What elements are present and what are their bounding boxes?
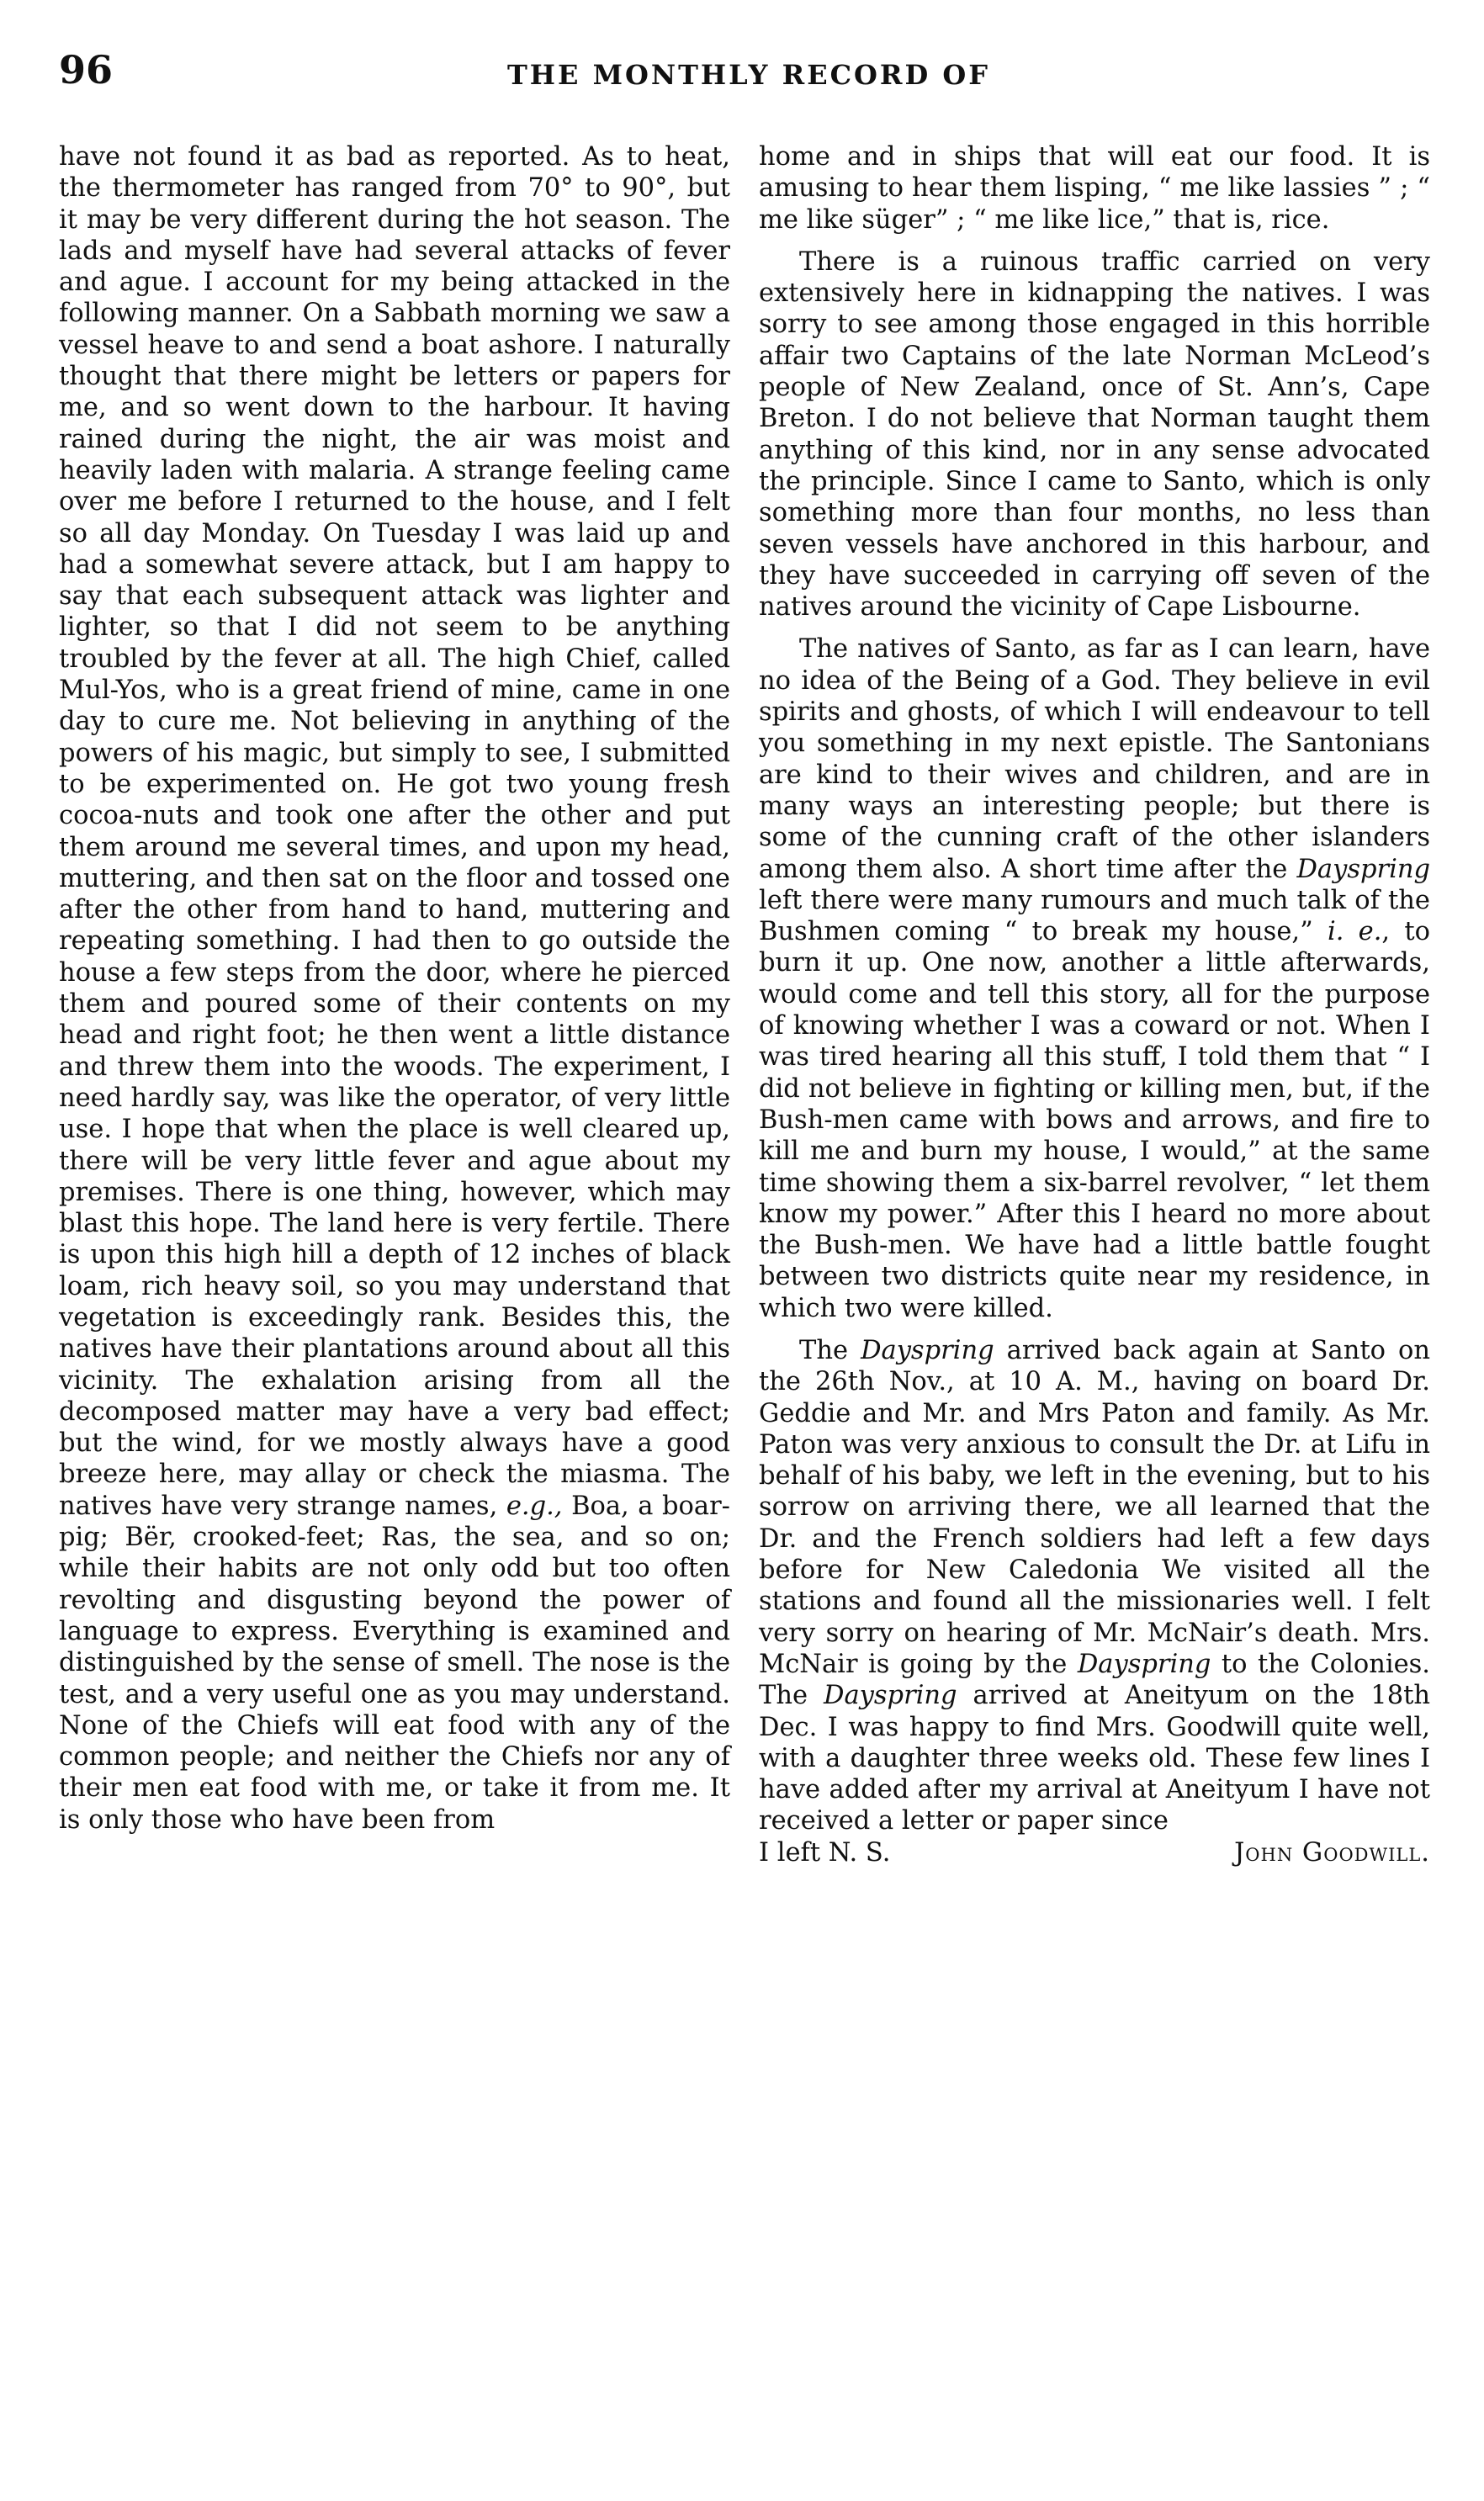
abbreviation-ie: i. e.	[1327, 917, 1382, 947]
paragraph-text: arrived at Aneityum on the 18th Dec. I was happy to find Mrs. Goodwill quite well, with a daughter three weeks old. These few lines I have added after my arrival at Aneityum I have not received a letter or paper since	[759, 1681, 1430, 1836]
paragraph	[759, 1335, 1430, 1837]
ship-name: Dayspring	[1077, 1649, 1211, 1679]
paragraph-text: arrived back again at Santo on the 26th Nov., at 10 A. M., having on board Dr. Geddie and Mr. and Mrs Paton and family. As Mr. Paton was very anxious to consult the Dr. at Lifu in behalf of his baby, we left in the evening, but to his sorrow on arriving there, we all learned that the Dr. and the French soldiers had left a few days before for New Caledonia We visited all the stations and found all the missionaries well. I felt very sorry on hearing of Mr. McNair’s death. Mrs. McNair is going by the	[759, 1335, 1430, 1679]
right-column	[759, 141, 1430, 1868]
left-column	[59, 141, 730, 1836]
ship-name: Dayspring	[861, 1335, 994, 1365]
paragraph: There is a ruinous traffic carried on very extensively here in kidnapping the natives. I was sorry to see among those engaged in this horrible affair two Captains of the late Norman McLeod’s people of New Zealand, once of St. Ann’s, Cape Breton. I do not believe that Norman taught them anything of this kind, nor in any sense advocated the principle. Since I came to Santo, which is only something more than four months, no less than seven vessels have anchored in this harbour, and they have succeeded in carrying off seven of the natives around the vicinity of Cape Lisbourne.	[759, 246, 1430, 623]
ship-name: Dayspring	[1296, 854, 1430, 884]
paragraph-text: The	[799, 1335, 861, 1365]
running-title: THE MONTHLY RECORD OF	[506, 59, 990, 91]
closing-text: I left N. S.	[759, 1837, 891, 1868]
paragraph: home and in ships that will eat our food. It is amusing to hear them lisping, “ me like lassies ” ; “ me like süger” ; “ me like lice,” that is, rice.	[759, 142, 1430, 235]
paragraph-text: have not found it as bad as reported. As to heat, the thermometer has ranged from 70° to 90°, but it may be very different during the hot season. The lads and myself have had several attacks of fever and ague. I account for my being attacked in the following manner. On a Sabbath morning we saw a vessel heave to and send a boat ashore. I naturally thought that there might be letters or papers for me, and so went down to the harbour. It having rained during the night, the air was moist and heavily laden with malaria. A strange feeling came over me before I returned to the house, and I felt so all day Monday. On Tuesday I was laid up and had a somewhat severe attack, but I am happy to say that each subsequent attack was lighter and lighter, so that I did not seem to be anything troubled by the fever at all. The high Chief, called Mul-Yos, who is a great friend of mine, came in one day to cure me. Not believing in anything of the powers of his magic, but simply to see, I submitted to be experimented on. He got two young fresh cocoa-nuts and took one after the other and put them around me several times, and upon my head, muttering, and then sat on the floor and tossed one after the other from hand to hand, muttering and repeating something. I had then to go outside the house a few steps from the door, where he pierced them and poured some of their contents on my head and right foot; he then went a little distance and threw them into the woods. The experiment, I need hardly say, was like the operator, of very little use. I hope that when the place is well cleared up, there will be very little fever and ague about my premises. There is one thing, however, which may blast this hope. The land here is very fertile. There is upon this high hill a depth of 12 inches of black loam, rich heavy soil, so you may understand that vegetation is exceedingly rank. Besides this, the natives have their plantations around about all this vicinity. The exhalation arising from all the decomposed matter may have a very bad effect; but the wind, for we mostly always have a good breeze here, may allay or check the miasma. The natives have very strange names,	[59, 142, 730, 1521]
paragraph-text: The natives of Santo, as far as I can learn, have no idea of the Being of a God. They believe in evil spirits and ghosts, of which I will endeavour to tell you something in my next epistle. The Santonians are kind to their wives and children, and are in many ways an interesting people; but there is some of the cunning craft of the other islanders among them also. A short time after the	[759, 634, 1430, 884]
abbreviation-eg: e.g.,	[506, 1491, 563, 1521]
author-signature: John Goodwill.	[1234, 1837, 1430, 1868]
paragraph-text: Boa, a boar-pig; Bër, crooked-feet; Ras, the sea, and so on; while their habits are not only odd but too often revolting and disgusting beyond the power of language to express. Everything is examined and distinguished by the sense of smell. The nose is the test, and a very useful one as you may understand. None of the Chiefs will eat food with any of the common people; and neither the Chiefs nor any of their men eat food with me, or take it from me. It is only those who have been from	[59, 1491, 730, 1835]
page-number: 96	[59, 47, 114, 93]
running-head	[59, 47, 1439, 101]
paragraph	[759, 633, 1430, 1324]
paragraph-text: left there were many rumours and much talk of the Bushmen coming “ to break my house,”	[759, 885, 1430, 947]
paragraph-text: to the Colonies. The	[759, 1649, 1431, 1711]
paragraph	[59, 141, 730, 1836]
paragraph-text: , to burn it up. One now, another a little afterwards, would come and tell this story, all for the purpose of knowing whether I was a coward or not. When I was tired hearing all this stuff, I told them that “ I did not believe in fighting or killing men, but, if the Bush-men came with bows and arrows, and fire to kill me and burn my house, I would,” at the same time showing them a six-barrel revolver, “ let them know my power.” After this I heard no more about the Bush-men. We have had a little battle fought between two districts quite near my residence, in which two were killed.	[759, 917, 1431, 1323]
signature-line	[759, 1837, 1430, 1868]
ship-name: Dayspring	[824, 1681, 957, 1711]
